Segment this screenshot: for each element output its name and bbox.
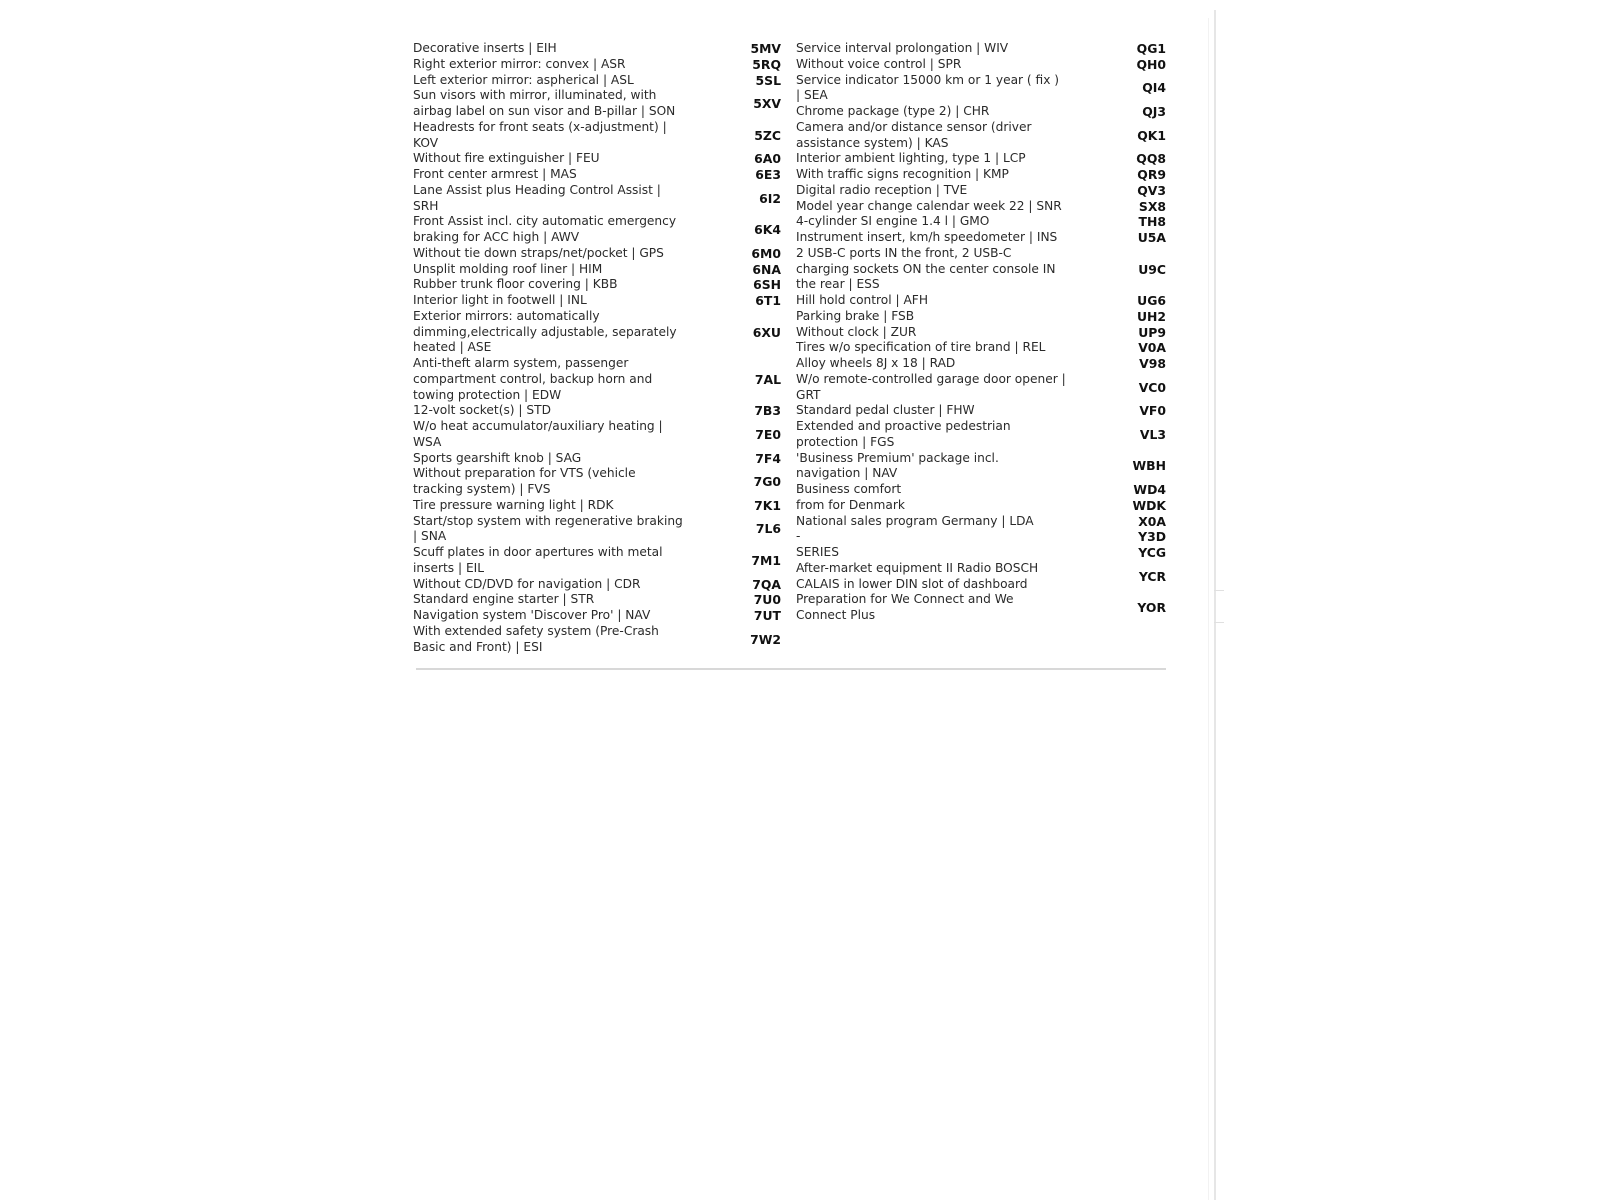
- equipment-row: [413, 151, 781, 167]
- equipment-description: Navigation system 'Discover Pro' | NAV: [413, 608, 651, 622]
- equipment-row: [796, 529, 1166, 545]
- equipment-row: [413, 214, 781, 246]
- equipment-row: [413, 183, 781, 215]
- equipment-code: QG1: [1136, 41, 1166, 56]
- equipment-description: Right exterior mirror: convex | ASR: [413, 56, 626, 71]
- equipment-code: 5XV: [753, 96, 781, 112]
- page-edge: [1214, 10, 1216, 1200]
- equipment-code: QK1: [1137, 127, 1166, 143]
- equipment-row: [796, 592, 1166, 624]
- equipment-row: [796, 561, 1166, 593]
- equipment-code: VC0: [1138, 379, 1166, 395]
- equipment-description: Hill hold control | AFH: [796, 293, 928, 307]
- equipment-description: Without fire extinguisher | FEU: [413, 151, 600, 166]
- equipment-description: Without preparation for VTS (vehicle tracking system) | FVS: [413, 466, 636, 496]
- equipment-code: V0A: [1138, 340, 1166, 356]
- equipment-code: YCR: [1138, 568, 1166, 584]
- equipment-row: [413, 309, 781, 356]
- equipment-code: 7G0: [753, 474, 781, 490]
- equipment-list-right: [796, 41, 1166, 624]
- equipment-description: Extended and proactive pedestrian protection | FGS: [796, 419, 1011, 449]
- equipment-description: With traffic signs recognition | KMP: [796, 167, 1009, 181]
- equipment-description: Interior light in footwell | INL: [413, 293, 587, 307]
- equipment-description: Interior ambient lighting, type 1 | LCP: [796, 151, 1026, 166]
- equipment-row: [413, 608, 781, 624]
- equipment-code: QH0: [1136, 56, 1166, 72]
- equipment-description: W/o heat accumulator/auxiliary heating | WSA: [413, 419, 663, 449]
- equipment-row: [413, 57, 781, 73]
- equipment-code: 5ZC: [754, 127, 781, 143]
- equipment-row: [413, 73, 781, 89]
- equipment-description: SERIES: [796, 545, 839, 559]
- equipment-description: Standard pedal cluster | FHW: [796, 403, 975, 418]
- equipment-row: [413, 293, 781, 309]
- equipment-code: 5MV: [750, 41, 781, 56]
- equipment-row: [413, 277, 781, 293]
- equipment-description: 'Business Premium' package incl. navigation | NAV: [796, 450, 999, 481]
- equipment-code: U9C: [1138, 261, 1166, 277]
- section-divider: [416, 668, 1166, 670]
- equipment-row: [796, 41, 1166, 57]
- equipment-row: [413, 356, 781, 403]
- equipment-row: [796, 246, 1166, 293]
- equipment-description: Left exterior mirror: aspherical | ASL: [413, 72, 634, 87]
- equipment-code: 7F4: [755, 450, 781, 466]
- page-edge-shadow: [1208, 18, 1209, 1200]
- equipment-code: U5A: [1137, 230, 1166, 245]
- equipment-description: Alloy wheels 8J x 18 | RAD: [796, 356, 956, 370]
- equipment-code: UH2: [1136, 308, 1166, 324]
- equipment-row: [796, 120, 1166, 152]
- equipment-list-left: [413, 41, 781, 655]
- equipment-row: [796, 57, 1166, 73]
- equipment-code: 7U0: [753, 592, 781, 608]
- equipment-row: [796, 419, 1166, 451]
- equipment-row: [413, 262, 781, 278]
- equipment-code: UP9: [1138, 324, 1166, 340]
- equipment-description: Model year change calendar week 22 | SNR: [796, 198, 1062, 213]
- equipment-description: Camera and/or distance sensor (driver assistance system) | KAS: [796, 119, 1032, 150]
- equipment-code: 6A0: [754, 151, 781, 167]
- equipment-row: [796, 104, 1166, 120]
- equipment-description: After-market equipment II Radio BOSCH CALAIS in lower DIN slot of dashboard: [796, 560, 1039, 591]
- equipment-code: TH8: [1138, 214, 1166, 230]
- equipment-row: [413, 419, 781, 451]
- equipment-code: WD4: [1133, 482, 1166, 497]
- equipment-row: [413, 403, 781, 419]
- equipment-row: [413, 545, 781, 577]
- equipment-code: 6T1: [755, 293, 781, 308]
- equipment-code: 5RQ: [752, 56, 781, 72]
- equipment-description: Front Assist incl. city automatic emergency braking for ACC high | AWV: [413, 214, 677, 244]
- equipment-row: [796, 451, 1166, 483]
- edge-mark: [1214, 590, 1224, 591]
- equipment-code: VL3: [1139, 426, 1166, 442]
- equipment-row: [796, 372, 1166, 404]
- equipment-description: Business comfort: [796, 482, 902, 496]
- equipment-description: Service interval prolongation | WIV: [796, 41, 1009, 55]
- equipment-code: 7M1: [751, 552, 781, 568]
- equipment-row: [796, 325, 1166, 341]
- equipment-code: WDK: [1132, 497, 1166, 513]
- equipment-code: QI4: [1142, 80, 1166, 96]
- equipment-code: 6XU: [752, 324, 781, 340]
- equipment-description: Scuff plates in door apertures with metal inserts | EIL: [413, 545, 663, 575]
- equipment-description: -: [796, 529, 801, 544]
- equipment-description: Without voice control | SPR: [796, 56, 962, 71]
- equipment-code: 5SL: [755, 72, 781, 88]
- equipment-code: 6K4: [754, 222, 781, 238]
- equipment-code: YCG: [1138, 545, 1166, 560]
- edge-mark: [1214, 622, 1224, 623]
- equipment-row: [796, 403, 1166, 419]
- equipment-code: Y3D: [1138, 529, 1166, 545]
- equipment-description: 12-volt socket(s) | STD: [413, 403, 551, 418]
- equipment-code: 7E0: [755, 426, 781, 442]
- equipment-row: [413, 451, 781, 467]
- equipment-description: Headrests for front seats (x-adjustment) | KOV: [413, 119, 667, 150]
- equipment-code: WBH: [1132, 458, 1166, 474]
- equipment-row: [796, 498, 1166, 514]
- equipment-row: [413, 41, 781, 57]
- equipment-description: 2 USB-C ports IN the front, 2 USB-C charging sockets ON the center console IN the rear | ESS: [796, 245, 1056, 292]
- equipment-description: Preparation for We Connect and We Connect Plus: [796, 592, 1014, 622]
- equipment-description: Instrument insert, km/h speedometer | INS: [796, 230, 1058, 244]
- equipment-description: Without tie down straps/net/pocket | GPS: [413, 245, 664, 260]
- equipment-row: [796, 293, 1166, 309]
- equipment-description: Tires w/o specification of tire brand | REL: [796, 340, 1046, 355]
- equipment-row: [413, 167, 781, 183]
- equipment-description: Lane Assist plus Heading Control Assist | SRH: [413, 182, 661, 213]
- equipment-code: 6NA: [752, 261, 781, 277]
- equipment-description: Service indicator 15000 km or 1 year ( fix ) | SEA: [796, 72, 1060, 103]
- equipment-code: V98: [1139, 356, 1166, 371]
- equipment-description: 4-cylinder SI engine 1.4 l | GMO: [796, 214, 990, 229]
- equipment-row: [413, 120, 781, 152]
- equipment-code: QQ8: [1136, 151, 1166, 167]
- equipment-description: National sales program Germany | LDA: [796, 513, 1034, 528]
- equipment-code: 7B3: [754, 403, 781, 419]
- equipment-description: Without CD/DVD for navigation | CDR: [413, 576, 641, 591]
- equipment-row: [796, 309, 1166, 325]
- equipment-row: [796, 167, 1166, 183]
- equipment-row: [413, 624, 781, 656]
- equipment-description: Rubber trunk floor covering | KBB: [413, 277, 618, 292]
- equipment-code: 7K1: [754, 497, 781, 513]
- equipment-code: 6E3: [755, 167, 781, 182]
- equipment-code: YOR: [1137, 600, 1166, 616]
- equipment-row: [413, 88, 781, 120]
- equipment-description: Tire pressure warning light | RDK: [413, 497, 614, 512]
- equipment-row: [796, 356, 1166, 372]
- equipment-row: [796, 340, 1166, 356]
- equipment-code: QJ3: [1142, 104, 1166, 119]
- equipment-row: [413, 592, 781, 608]
- equipment-row: [413, 246, 781, 262]
- equipment-code: 6M0: [751, 245, 781, 261]
- equipment-row: [796, 545, 1166, 561]
- equipment-code: X0A: [1138, 513, 1166, 529]
- equipment-code: UG6: [1137, 293, 1166, 308]
- equipment-code: 7UT: [753, 608, 781, 623]
- equipment-description: Unsplit molding roof liner | HIM: [413, 261, 603, 276]
- equipment-description: Sun visors with mirror, illuminated, with airbag label on sun visor and B-pillar | SON: [413, 88, 676, 118]
- equipment-row: [796, 183, 1166, 199]
- equipment-description: Without clock | ZUR: [796, 324, 917, 339]
- equipment-code: QR9: [1137, 167, 1166, 182]
- equipment-description: Chrome package (type 2) | CHR: [796, 104, 990, 118]
- equipment-description: W/o remote-controlled garage door opener | GRT: [796, 371, 1066, 402]
- equipment-row: [796, 73, 1166, 105]
- equipment-row: [413, 514, 781, 546]
- equipment-description: With extended safety system (Pre-Crash Basic and Front) | ESI: [413, 623, 659, 654]
- equipment-row: [796, 482, 1166, 498]
- equipment-row: [796, 199, 1166, 215]
- equipment-code: 6SH: [753, 277, 781, 293]
- equipment-code: SX8: [1138, 198, 1166, 214]
- equipment-code: VF0: [1139, 403, 1166, 419]
- equipment-code: 6I2: [759, 190, 781, 206]
- equipment-row: [413, 466, 781, 498]
- equipment-row: [413, 498, 781, 514]
- equipment-code: 7L6: [755, 521, 781, 537]
- equipment-description: Parking brake | FSB: [796, 308, 915, 323]
- equipment-row: [796, 230, 1166, 246]
- equipment-description: from for Denmark: [796, 497, 905, 512]
- equipment-code: 7QA: [752, 576, 781, 592]
- equipment-code: QV3: [1137, 182, 1166, 198]
- equipment-code: 7W2: [750, 631, 781, 647]
- equipment-description: Anti-theft alarm system, passenger compartment control, backup horn and towing protection | EDW: [413, 356, 653, 402]
- equipment-description: Start/stop system with regenerative braking | SNA: [413, 513, 683, 544]
- equipment-row: [796, 214, 1166, 230]
- equipment-description: Digital radio reception | TVE: [796, 182, 968, 197]
- equipment-description: Standard engine starter | STR: [413, 592, 595, 607]
- equipment-code: 7AL: [754, 371, 781, 387]
- equipment-row: [796, 514, 1166, 530]
- equipment-description: Sports gearshift knob | SAG: [413, 450, 582, 465]
- equipment-description: Decorative inserts | EIH: [413, 41, 557, 55]
- equipment-description: Exterior mirrors: automatically dimming,electrically adjustable, separately heated | ASE: [413, 308, 677, 355]
- equipment-description: Front center armrest | MAS: [413, 167, 577, 181]
- equipment-row: [413, 577, 781, 593]
- equipment-row: [796, 151, 1166, 167]
